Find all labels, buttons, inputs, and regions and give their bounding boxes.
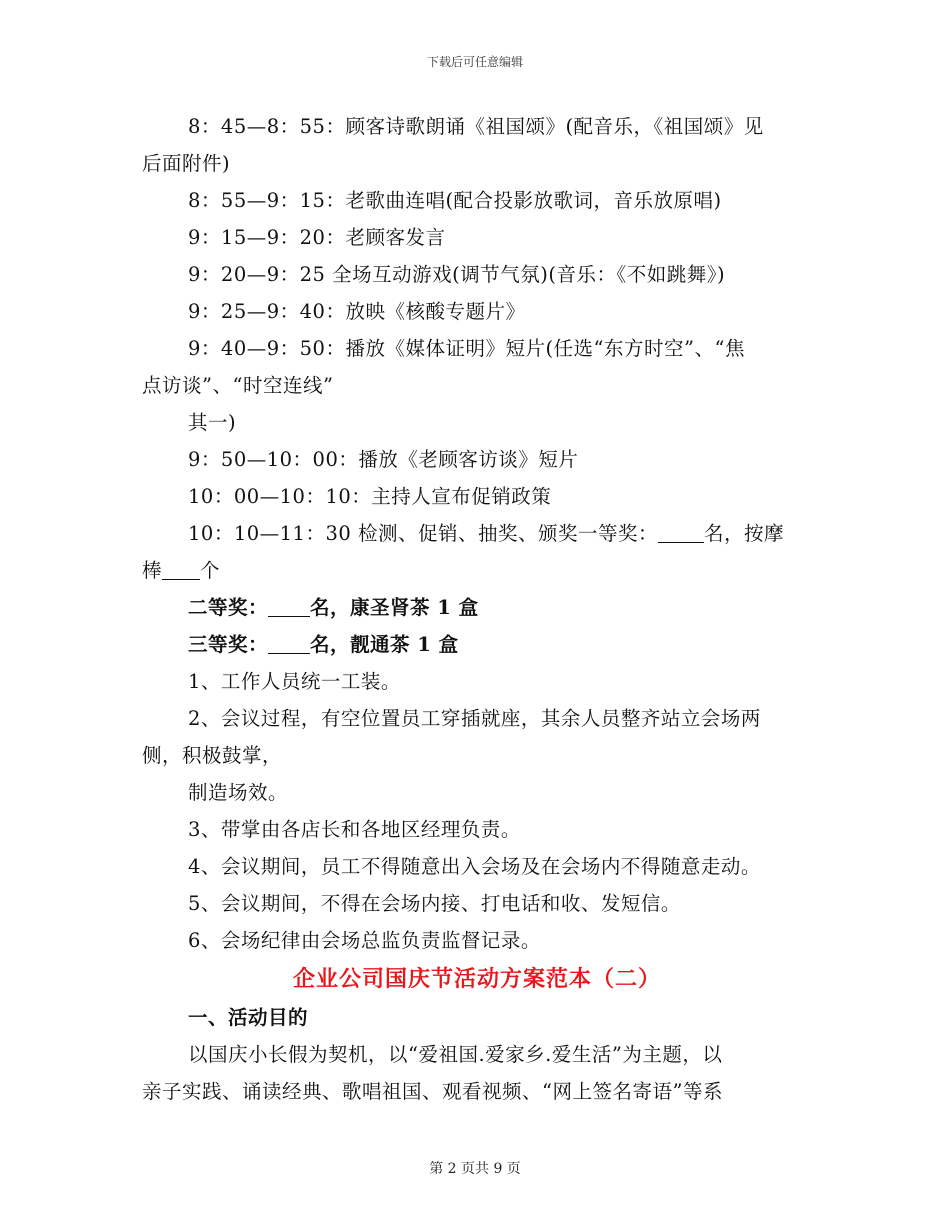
rule-item-continued: 侧，积极鼓掌， — [142, 744, 283, 767]
page-header: 下载后可任意编辑 — [426, 55, 523, 69]
rule-item: 1、工作人员统一工装。 — [188, 670, 401, 693]
prize-text: 名，靓通茶 1 盒 — [310, 633, 459, 656]
document-body — [142, 108, 812, 1110]
paragraph-line: 亲子实践、诵读经典、歌唱祖国、观看视频、“网上签名寄语”等系 — [142, 1080, 723, 1103]
schedule-line: 9：40—9：50：播放《媒体证明》短片(任选“东方时空”、“焦 — [188, 337, 745, 360]
second-prize-line — [142, 589, 812, 626]
schedule-line: 9：50—10：00：播放《老顾客访谈》短片 — [188, 448, 579, 471]
blank-field — [268, 594, 310, 617]
paragraph-line: 以国庆小长假为契机，以“爱祖国.爱家乡.爱生活”为主题，以 — [188, 1043, 723, 1066]
rule-item: 2、会议过程，有空位置员工穿插就座，其余人员整齐站立会场两 — [188, 707, 761, 730]
rule-item: 4、会议期间，员工不得随意出入会场及在会场内不得随意走动。 — [188, 855, 761, 878]
schedule-line-first-prize — [142, 515, 812, 552]
prize-label: 三等奖： — [188, 633, 269, 656]
schedule-line: 9：25—9：40：放映《核酸专题片》 — [188, 300, 526, 323]
rule-item: 3、带掌由各店长和各地区经理负责。 — [188, 818, 521, 841]
prize-label: 二等奖： — [188, 596, 269, 619]
third-prize-line — [142, 626, 812, 663]
section-title: 企业公司国庆节活动方案范本（二） — [292, 966, 661, 992]
schedule-text: 棒 — [142, 559, 163, 582]
section-heading: 一、活动目的 — [188, 1006, 309, 1029]
schedule-line: 9：20—9：25 全场互动游戏(调节气氛)(音乐：《不如跳舞》) — [188, 263, 726, 286]
schedule-line: 10：00—10：10：主持人宣布促销政策 — [188, 485, 552, 508]
schedule-line — [142, 552, 812, 589]
rule-item-continued: 制造场效。 — [188, 781, 289, 804]
schedule-line: 后面附件) — [142, 152, 231, 175]
prize-text: 名，康圣肾茶 1 盒 — [310, 596, 479, 619]
schedule-line: 点访谈”、“时空连线” — [142, 374, 334, 397]
schedule-line: 9：15—9：20：老顾客发言 — [188, 226, 446, 249]
page-footer: 第 2 页共 9 页 — [429, 1161, 521, 1177]
blank-field — [658, 520, 704, 543]
schedule-line: 8：45—8：55：顾客诗歌朗诵《祖国颂》(配音乐，《祖国颂》见 — [188, 115, 764, 138]
schedule-line: 8：55—9：15：老歌曲连唱(配合投影放歌词，音乐放原唱) — [188, 189, 722, 212]
schedule-line: 其一) — [188, 411, 237, 434]
rule-item: 6、会场纪律由会场总监负责监督记录。 — [188, 929, 541, 952]
blank-field — [268, 631, 310, 654]
rule-item: 5、会议期间，不得在会场内接、打电话和收、发短信。 — [188, 892, 681, 915]
schedule-text: 名，按摩 — [703, 522, 784, 545]
schedule-text: 个 — [200, 559, 221, 582]
blank-field — [162, 557, 200, 580]
schedule-text: 10：10—11：30 检测、促销、抽奖、颁奖一等奖： — [188, 522, 658, 545]
